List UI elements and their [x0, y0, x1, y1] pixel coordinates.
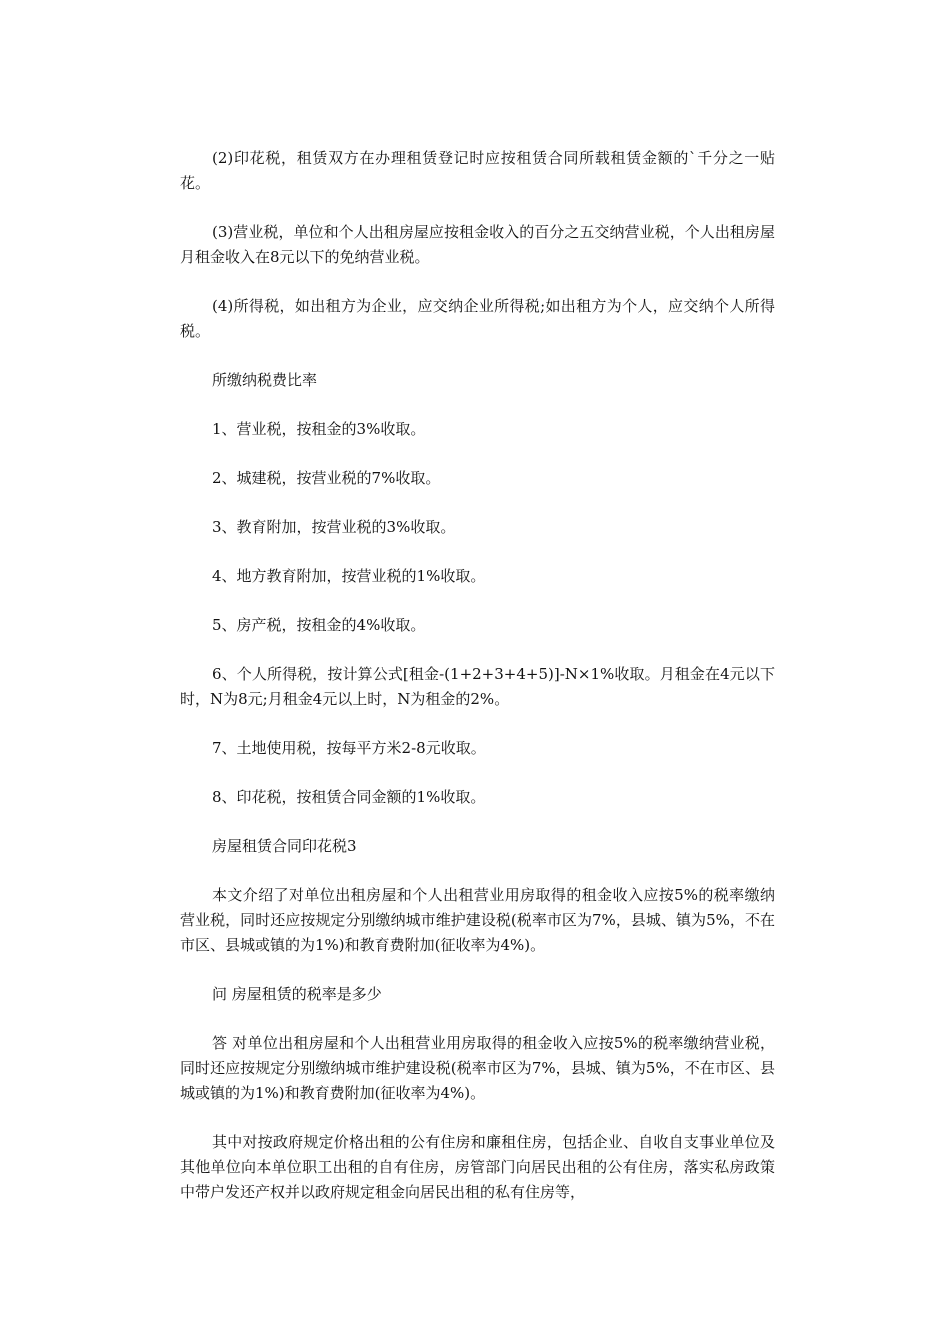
paragraph-income-tax: (4)所得税，如出租方为企业，应交纳企业所得税;如出租方为个人，应交纳个人所得税。	[180, 297, 775, 340]
list-item-rate-4: 4、地方教育附加，按营业税的1%收取。	[212, 567, 486, 585]
section-heading-lease-stamp-tax: 房屋租赁合同印花税3	[212, 837, 357, 855]
list-item-rate-2: 2、城建税，按营业税的7%收取。	[212, 469, 441, 487]
paragraph-intro: 本文介绍了对单位出租房屋和个人出租营业用房取得的租金收入应按5%的税率缴纳营业税，同时还应按规定分别缴纳城市维护建设税(税率市区为7%，县城、镇为5%，不在市区、县城或镇的为1%)和教育费附加(征收率为4%)。	[180, 886, 775, 954]
paragraph-answer: 答 对单位出租房屋和个人出租营业用房取得的租金收入应按5%的税率缴纳营业税，同时还应按规定分别缴纳城市维护建设税(税率市区为7%，县城、镇为5%，不在市区、县城或镇的为1%)和教育费附加(征收率为4%)。	[180, 1034, 775, 1102]
list-item-rate-5: 5、房产税，按租金的4%收取。	[212, 616, 426, 634]
list-item-rate-1: 1、营业税，按租金的3%收取。	[212, 420, 426, 438]
list-item-rate-8: 8、印花税，按租赁合同金额的1%收取。	[212, 788, 486, 806]
list-item-rate-6: 6、个人所得税，按计算公式[租金-(1+2+3+4+5)]-N×1%收取。月租金在4元以下时，N为8元;月租金4元以上时，N为租金的2%。	[180, 665, 775, 708]
paragraph-question: 问 房屋租赁的税率是多少	[212, 985, 382, 1003]
paragraph-public-housing: 其中对按政府规定价格出租的公有住房和廉租住房，包括企业、自收自支事业单位及其他单位向本单位职工出租的自有住房，房管部门向居民出租的公有住房，落实私房政策中带户发还产权并以政府规定租金向居民出租的私有住房等，	[180, 1133, 775, 1201]
section-heading-tax-rates: 所缴纳税费比率	[212, 371, 318, 389]
paragraph-stamp-tax: (2)印花税，租赁双方在办理租赁登记时应按租赁合同所载租赁金额的`千分之一贴花。	[180, 149, 775, 192]
list-item-rate-3: 3、教育附加，按营业税的3%收取。	[212, 518, 456, 536]
document-body	[180, 146, 775, 1229]
list-item-rate-7: 7、土地使用税，按每平方米2-8元收取。	[212, 739, 486, 757]
paragraph-business-tax: (3)营业税，单位和个人出租房屋应按租金收入的百分之五交纳营业税，个人出租房屋月租金收入在8元以下的免纳营业税。	[180, 223, 775, 266]
